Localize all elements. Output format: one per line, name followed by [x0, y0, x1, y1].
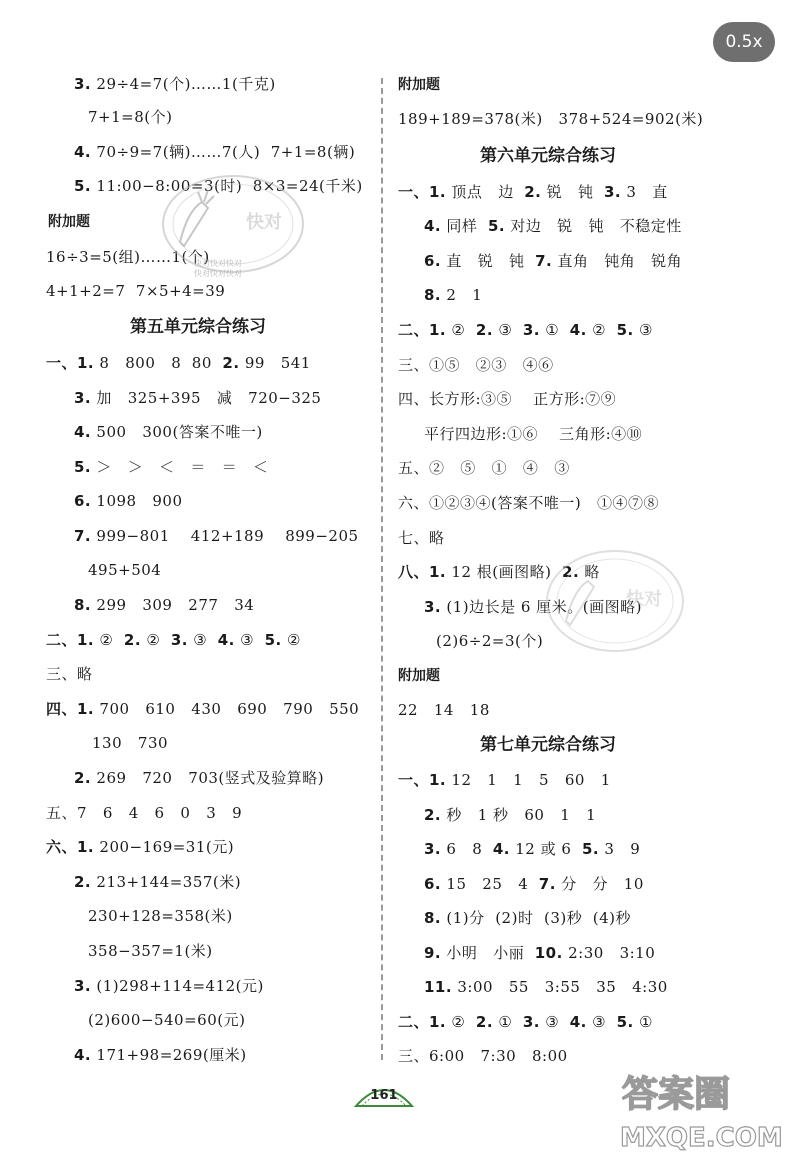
section-heading-unit7: 第七单元综合练习: [480, 735, 616, 755]
section-heading-unit6: 第六单元综合练习: [480, 146, 616, 166]
answer-line: 三、6:00 7:30 8:00: [398, 1047, 568, 1065]
answer-line: 3. 加 325+395 减 720−325: [74, 389, 322, 407]
answer-line: 4. 70÷9=7(辆)……7(人) 7+1=8(辆): [74, 143, 356, 161]
answer-line: (2)6÷2=3(个): [436, 632, 544, 650]
answer-line: 3. (1)边长是 6 厘米。(画图略): [424, 598, 642, 616]
carrot-stamp-icon: [540, 545, 690, 660]
answer-line: 六、①②③④(答案不唯一) ①④⑦⑧: [398, 494, 660, 512]
answer-line: 4. 500 300(答案不唯一): [74, 423, 263, 441]
answer-line: 四、长方形:③⑤ 正方形:⑦⑨: [398, 390, 617, 408]
svg-text:答案圈: 答案圈: [622, 1074, 731, 1115]
playback-speed-badge[interactable]: 0.5x: [713, 22, 775, 62]
answer-line: 二、1. ② 2. ③ 3. ① 4. ② 5. ③: [398, 321, 653, 339]
site-watermark: [600, 1060, 800, 1155]
answer-line: 4. 171+98=269(厘米): [74, 1046, 247, 1064]
answer-line: 平行四边形:①⑥ 三角形:④⑩: [424, 425, 643, 443]
answer-line: 6. 15 25 4 7. 分 分 10: [424, 875, 644, 893]
answer-line: 130 730: [92, 734, 169, 752]
page-number: 161: [370, 1088, 398, 1103]
answer-line: 一、1. 8 800 8 80 2. 99 541: [46, 354, 311, 372]
answer-line: 三、①⑤ ②③ ④⑥: [398, 356, 554, 374]
answer-line: 五、7 6 4 6 0 3 9: [46, 804, 243, 822]
answer-line: 8. (1)分 (2)时 (3)秒 (4)秒: [424, 909, 632, 927]
answer-line: 一、1. 顶点 边 2. 锐 钝 3. 3 直: [398, 183, 668, 201]
answer-line: 189+189=378(米) 378+524=902(米): [398, 110, 704, 128]
section-heading-unit5: 第五单元综合练习: [130, 317, 266, 337]
answer-line: 4+1+2=7 7×5+4=39: [46, 282, 226, 300]
answer-line: 2. 213+144=357(米): [74, 873, 242, 891]
answer-line: 358−357=1(米): [88, 942, 213, 960]
answer-line: 2. 秒 1 秒 60 1 1: [424, 806, 597, 824]
answer-line: 5. ＞ ＞ ＜ ＝ ＝ ＜: [74, 458, 269, 476]
answer-line: 7. 999−801 412+189 899−205: [74, 527, 359, 545]
answer-line: 3. 29÷4=7(个)……1(千克): [74, 75, 276, 93]
answer-line: 9. 小明 小丽 10. 2:30 3:10: [424, 944, 656, 962]
answer-line: 8. 299 309 277 34: [74, 596, 255, 614]
answer-line: 3. 6 8 4. 12 或 6 5. 3 9: [424, 840, 641, 858]
svg-text:快对快对快对: 快对快对快对: [194, 259, 242, 268]
bonus-heading: 附加题: [398, 77, 440, 93]
bonus-heading: 附加题: [48, 214, 90, 230]
answer-line: 8. 2 1: [424, 286, 483, 304]
answer-line: 一、1. 12 1 1 5 60 1: [398, 771, 611, 789]
answer-line: 495+504: [88, 561, 162, 579]
answer-line: 22 14 18: [398, 701, 490, 719]
answer-line: 4. 同样 5. 对边 锐 钝 不稳定性: [424, 217, 682, 235]
svg-text:快对: 快对: [626, 589, 662, 610]
answer-line: 2. 269 720 703(竖式及验算略): [74, 769, 325, 787]
svg-text:快对快对快对: 快对快对快对: [194, 269, 242, 278]
answer-line: 二、1. ② 2. ② 3. ③ 4. ③ 5. ②: [46, 631, 301, 649]
bonus-heading: 附加题: [398, 668, 440, 684]
carrot-stamp-icon: [158, 172, 308, 287]
answer-line: 6. 1098 900: [74, 492, 183, 510]
answer-line: (2)600−540=60(元): [88, 1011, 246, 1029]
answer-line: 四、1. 700 610 430 690 790 550: [46, 700, 360, 718]
answer-line: 3. (1)298+114=412(元): [74, 977, 264, 995]
answer-line: 三、略: [46, 665, 93, 683]
column-divider: [381, 78, 383, 1060]
answer-line: 五、② ⑤ ① ④ ③: [398, 459, 570, 477]
answer-line: 八、1. 12 根(画图略) 2. 略: [398, 563, 600, 581]
answer-line: 7+1=8(个): [88, 108, 173, 126]
svg-text:快对: 快对: [246, 212, 282, 233]
svg-text:MXQE.COM: MXQE.COM: [620, 1123, 783, 1153]
answer-line: 七、略: [398, 529, 445, 547]
answer-line: 16÷3=5(组)……1(个): [46, 248, 210, 266]
answer-line: 230+128=358(米): [88, 907, 233, 925]
answer-line: 6. 直 锐 钝 7. 直角 钝角 锐角: [424, 252, 683, 270]
answer-line: 六、1. 200−169=31(元): [46, 838, 235, 856]
answer-line: 二、1. ② 2. ① 3. ③ 4. ③ 5. ①: [398, 1013, 653, 1031]
page-number-badge: [352, 1078, 416, 1108]
answer-line: 11. 3:00 55 3:55 35 4:30: [424, 978, 668, 996]
answer-line: 5. 11:00−8:00=3(时) 8×3=24(千米): [74, 177, 363, 195]
